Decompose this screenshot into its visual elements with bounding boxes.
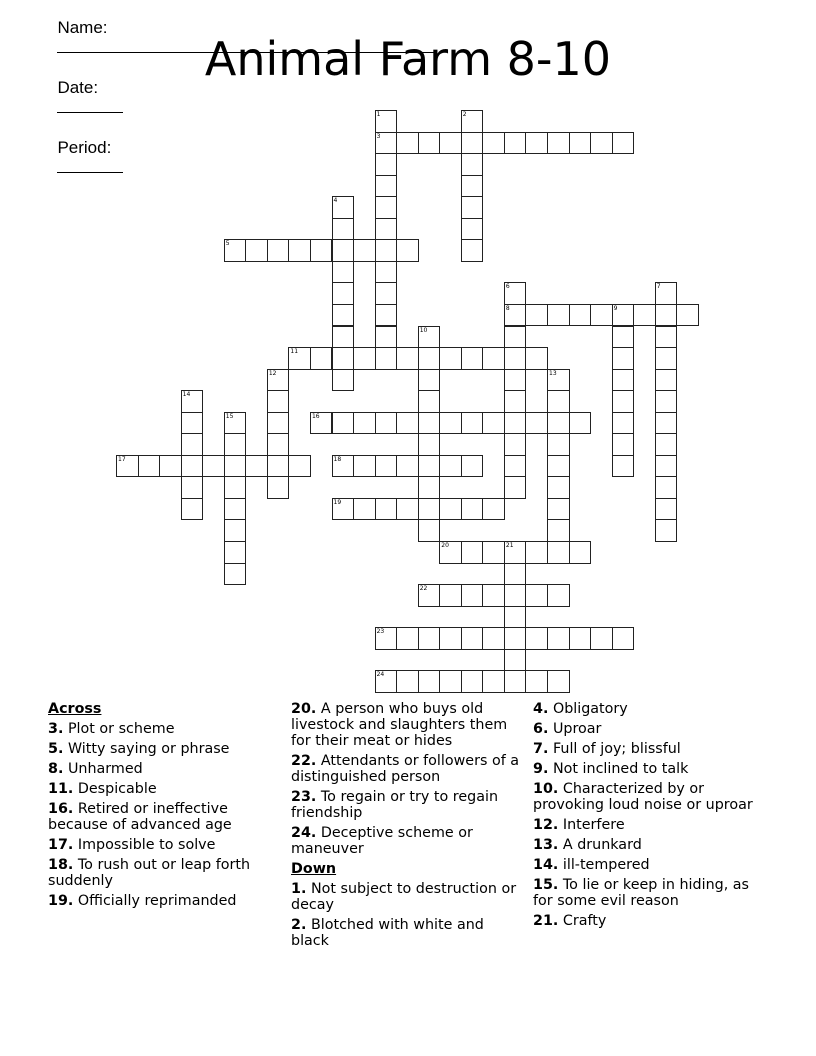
grid-cell[interactable]: [655, 326, 678, 349]
grid-cell[interactable]: [396, 627, 419, 650]
page-title: Animal Farm 8-10: [204, 32, 612, 86]
grid-cell[interactable]: [547, 412, 570, 435]
grid-cell[interactable]: [525, 627, 548, 650]
grid-cell[interactable]: [418, 627, 441, 650]
grid-cell[interactable]: [224, 519, 247, 542]
clue-down-6: 6. Uproar: [533, 721, 602, 737]
grid-cell[interactable]: [418, 412, 441, 435]
grid-cell[interactable]: [482, 627, 505, 650]
down-heading: Down: [291, 861, 337, 877]
grid-cell[interactable]: [461, 498, 484, 521]
grid-cell[interactable]: [504, 326, 527, 349]
grid-cell[interactable]: [655, 369, 678, 392]
grid-cell[interactable]: [612, 390, 635, 413]
clues-column-1: [48, 701, 278, 913]
grid-cell[interactable]: [224, 455, 247, 478]
grid-cell[interactable]: [525, 670, 548, 693]
grid-cell[interactable]: [375, 326, 398, 349]
grid-cell[interactable]: [569, 132, 592, 155]
grid-cell[interactable]: [525, 304, 548, 327]
clue-number: 10: [419, 326, 428, 334]
grid-cell[interactable]: [547, 627, 570, 650]
grid-cell[interactable]: [504, 670, 527, 693]
grid-cell[interactable]: [482, 584, 505, 607]
grid-cell[interactable]: [676, 304, 699, 327]
grid-cell[interactable]: [547, 369, 570, 392]
grid-cell[interactable]: [590, 132, 613, 155]
grid-cell[interactable]: [418, 584, 441, 607]
clue-across-8: 8. Unharmed: [48, 761, 143, 777]
grid-cell[interactable]: [482, 412, 505, 435]
grid-cell[interactable]: [482, 347, 505, 370]
grid-cell[interactable]: [655, 455, 678, 478]
grid-cell[interactable]: [332, 196, 355, 219]
grid-cell[interactable]: [375, 304, 398, 327]
clue-number: 20: [441, 542, 449, 549]
grid-cell[interactable]: [181, 390, 204, 413]
clue-down-7: 7. Full of joy; blissful: [533, 741, 681, 757]
grid-cell[interactable]: [655, 304, 678, 327]
grid-cell[interactable]: [375, 196, 398, 219]
grid-cell[interactable]: [332, 369, 355, 392]
clue-down-15: 15. To lie or keep in hiding, as for some evil reason: [533, 877, 749, 909]
grid-cell[interactable]: [504, 282, 527, 305]
grid-cell[interactable]: [418, 670, 441, 693]
clue-down-2: 2. Blotched with white and black: [291, 917, 484, 949]
grid-cell[interactable]: [504, 627, 527, 650]
grid-cell[interactable]: [504, 369, 527, 392]
grid-cell[interactable]: [181, 433, 204, 456]
clue-number: 21: [505, 542, 514, 549]
grid-cell[interactable]: [525, 541, 548, 564]
grid-cell[interactable]: [612, 326, 635, 349]
grid-cell[interactable]: [396, 132, 419, 155]
grid-cell[interactable]: [353, 347, 376, 370]
clue-across-3: 3. Plot or scheme: [48, 721, 175, 737]
clue-number: 5: [225, 240, 230, 248]
grid-cell[interactable]: [159, 455, 182, 478]
grid-cell[interactable]: [396, 239, 419, 262]
grid-cell[interactable]: [461, 175, 484, 198]
grid-cell[interactable]: [418, 347, 441, 370]
clue-number: 7: [656, 283, 661, 291]
grid-cell[interactable]: [332, 455, 355, 478]
grid-cell[interactable]: [655, 476, 678, 499]
grid-cell[interactable]: [332, 218, 355, 241]
grid-cell[interactable]: [439, 455, 462, 478]
grid-cell[interactable]: [547, 670, 570, 693]
grid-cell[interactable]: [396, 670, 419, 693]
clue-across-11: 11. Despicable: [48, 781, 157, 797]
grid-cell[interactable]: [396, 412, 419, 435]
grid-cell[interactable]: [353, 498, 376, 521]
grid-cell[interactable]: [482, 132, 505, 155]
grid-cell[interactable]: [418, 476, 441, 499]
grid-cell[interactable]: [375, 261, 398, 284]
grid-cell[interactable]: [439, 347, 462, 370]
grid-cell[interactable]: [375, 670, 398, 693]
grid-cell[interactable]: [353, 239, 376, 262]
grid-cell[interactable]: [547, 519, 570, 542]
grid-cell[interactable]: [612, 132, 635, 155]
grid-cell[interactable]: [612, 369, 635, 392]
clue-down-9: 9. Not inclined to talk: [533, 761, 689, 777]
across-heading: Across: [48, 701, 102, 717]
grid-cell[interactable]: [547, 390, 570, 413]
grid-cell[interactable]: [181, 476, 204, 499]
grid-cell[interactable]: [655, 433, 678, 456]
grid-cell[interactable]: [504, 347, 527, 370]
grid-cell[interactable]: [547, 498, 570, 521]
grid-cell[interactable]: [655, 519, 678, 542]
grid-cell[interactable]: [461, 627, 484, 650]
clue-number: 12: [268, 369, 277, 377]
grid-cell[interactable]: [181, 498, 204, 521]
grid-cell[interactable]: [267, 239, 290, 262]
grid-cell[interactable]: [612, 304, 635, 327]
grid-cell[interactable]: [612, 627, 635, 650]
period-label: Period:: [57, 138, 112, 157]
grid-cell[interactable]: [612, 347, 635, 370]
clue-across-22: 22. Attendants or followers of a distinguished person: [291, 753, 520, 785]
grid-cell[interactable]: [525, 584, 548, 607]
grid-cell[interactable]: [245, 239, 268, 262]
grid-cell[interactable]: [310, 239, 333, 262]
grid-cell[interactable]: [482, 498, 505, 521]
grid-cell[interactable]: [547, 455, 570, 478]
clue-number: 11: [290, 348, 299, 356]
grid-cell[interactable]: [418, 498, 441, 521]
grid-cell[interactable]: [504, 455, 527, 478]
grid-cell[interactable]: [224, 412, 247, 435]
clue-across-24: 24. Deceptive scheme or maneuver: [291, 825, 473, 857]
grid-cell[interactable]: [525, 347, 548, 370]
grid-cell[interactable]: [267, 390, 290, 413]
grid-cell[interactable]: [288, 455, 311, 478]
grid-cell[interactable]: [418, 326, 441, 349]
grid-cell[interactable]: [439, 412, 462, 435]
clues-column-3: [533, 701, 773, 933]
grid-cell[interactable]: [547, 476, 570, 499]
grid-cell[interactable]: [569, 304, 592, 327]
grid-cell[interactable]: [332, 282, 355, 305]
grid-cell[interactable]: [224, 498, 247, 521]
grid-cell[interactable]: [504, 304, 527, 327]
grid-cell[interactable]: [288, 239, 311, 262]
grid-cell[interactable]: [525, 132, 548, 155]
grid-cell[interactable]: [590, 627, 613, 650]
grid-cell[interactable]: [267, 476, 290, 499]
clue-number: 8: [505, 304, 510, 312]
grid-cell[interactable]: [396, 455, 419, 478]
grid-cell[interactable]: [202, 455, 225, 478]
grid-cell[interactable]: [612, 433, 635, 456]
clue-number: 17: [118, 455, 126, 463]
grid-cell[interactable]: [375, 239, 398, 262]
clue-number: 6: [505, 283, 510, 291]
grid-cell[interactable]: [655, 412, 678, 435]
grid-cell[interactable]: [396, 347, 419, 370]
grid-cell[interactable]: [332, 412, 355, 435]
clue-down-14: 14. ill-tempered: [533, 857, 650, 873]
grid-cell[interactable]: [375, 153, 398, 176]
grid-cell[interactable]: [267, 433, 290, 456]
grid-cell[interactable]: [461, 110, 484, 133]
grid-cell[interactable]: [310, 412, 333, 435]
grid-cell[interactable]: [655, 282, 678, 305]
grid-cell[interactable]: [224, 563, 247, 586]
clue-number: 16: [311, 412, 320, 420]
grid-cell[interactable]: [504, 412, 527, 435]
grid-cell[interactable]: [547, 304, 570, 327]
clue-across-5: 5. Witty saying or phrase: [48, 741, 230, 757]
clue-across-16: 16. Retired or ineffective because of advanced age: [48, 801, 232, 833]
grid-cell[interactable]: [525, 412, 548, 435]
grid-cell[interactable]: [439, 132, 462, 155]
clue-across-20: 20. A person who buys old livestock and slaughters them for their meat or hides: [291, 701, 508, 749]
grid-cell[interactable]: [504, 584, 527, 607]
grid-cell[interactable]: [375, 498, 398, 521]
grid-cell[interactable]: [224, 541, 247, 564]
grid-cell[interactable]: [439, 541, 462, 564]
grid-cell[interactable]: [267, 455, 290, 478]
grid-cell[interactable]: [569, 412, 592, 435]
grid-cell[interactable]: [504, 541, 527, 564]
clue-number: 15: [225, 412, 234, 420]
grid-cell[interactable]: [461, 153, 484, 176]
grid-cell[interactable]: [418, 433, 441, 456]
grid-cell[interactable]: [332, 498, 355, 521]
grid-cell[interactable]: [375, 347, 398, 370]
grid-cell[interactable]: [461, 132, 484, 155]
clue-down-13: 13. A drunkard: [533, 837, 642, 853]
grid-cell[interactable]: [418, 390, 441, 413]
grid-cell[interactable]: [332, 326, 355, 349]
grid-cell[interactable]: [612, 412, 635, 435]
grid-cell[interactable]: [332, 261, 355, 284]
grid-cell[interactable]: [332, 304, 355, 327]
grid-cell[interactable]: [375, 282, 398, 305]
grid-cell[interactable]: [418, 369, 441, 392]
grid-cell[interactable]: [224, 239, 247, 262]
grid-cell[interactable]: [504, 390, 527, 413]
clues-column-2: [291, 701, 526, 953]
grid-cell[interactable]: [461, 584, 484, 607]
grid-cell[interactable]: [439, 670, 462, 693]
grid-cell[interactable]: [547, 584, 570, 607]
clue-number: 14: [182, 391, 191, 399]
clue-down-10: 10. Characterized by or provoking loud noise or uproar: [533, 781, 753, 813]
grid-cell[interactable]: [590, 304, 613, 327]
clue-number: 4: [333, 197, 338, 205]
grid-cell[interactable]: [181, 455, 204, 478]
grid-cell[interactable]: [224, 476, 247, 499]
grid-cell[interactable]: [418, 455, 441, 478]
grid-cell[interactable]: [612, 455, 635, 478]
clue-across-18: 18. To rush out or leap forth suddenly: [48, 857, 251, 889]
clue-number: 9: [613, 304, 618, 312]
grid-cell[interactable]: [418, 519, 441, 542]
grid-cell[interactable]: [547, 433, 570, 456]
grid-cell[interactable]: [375, 175, 398, 198]
clue-down-12: 12. Interfere: [533, 817, 625, 833]
grid-cell[interactable]: [353, 455, 376, 478]
grid-cell[interactable]: [461, 239, 484, 262]
grid-cell[interactable]: [461, 196, 484, 219]
clue-down-1: 1. Not subject to destruction or decay: [291, 881, 517, 913]
grid-cell[interactable]: [461, 412, 484, 435]
grid-cell[interactable]: [267, 412, 290, 435]
grid-cell[interactable]: [482, 541, 505, 564]
clue-number: 24: [376, 671, 385, 679]
grid-cell[interactable]: [332, 347, 355, 370]
grid-cell[interactable]: [655, 498, 678, 521]
clue-across-17: 17. Impossible to solve: [48, 837, 216, 853]
grid-cell[interactable]: [569, 627, 592, 650]
grid-cell[interactable]: [633, 304, 656, 327]
grid-cell[interactable]: [138, 455, 161, 478]
grid-cell[interactable]: [375, 455, 398, 478]
grid-cell[interactable]: [504, 563, 527, 586]
date-label: Date:: [57, 78, 99, 97]
grid-cell[interactable]: [116, 455, 139, 478]
grid-cell[interactable]: [224, 433, 247, 456]
clue-down-21: 21. Crafty: [533, 913, 607, 929]
grid-cell[interactable]: [504, 132, 527, 155]
grid-cell[interactable]: [482, 670, 505, 693]
grid-cell[interactable]: [547, 541, 570, 564]
grid-cell[interactable]: [375, 110, 398, 133]
grid-cell[interactable]: [461, 541, 484, 564]
grid-cell[interactable]: [547, 132, 570, 155]
grid-cell[interactable]: [375, 627, 398, 650]
grid-cell[interactable]: [267, 369, 290, 392]
grid-cell[interactable]: [461, 455, 484, 478]
clue-number: 3: [376, 132, 381, 140]
clue-across-23: 23. To regain or try to regain friendship: [291, 789, 499, 821]
grid-cell[interactable]: [332, 239, 355, 262]
grid-cell[interactable]: [181, 412, 204, 435]
grid-cell[interactable]: [461, 218, 484, 241]
grid-cell[interactable]: [375, 412, 398, 435]
clue-number: 22: [419, 585, 428, 593]
grid-cell[interactable]: [396, 498, 419, 521]
grid-cell[interactable]: [375, 132, 398, 155]
grid-cell[interactable]: [439, 584, 462, 607]
grid-cell[interactable]: [504, 649, 527, 672]
clue-number: 23: [376, 628, 385, 636]
grid-cell[interactable]: [353, 412, 376, 435]
grid-cell[interactable]: [504, 433, 527, 456]
grid-cell[interactable]: [245, 455, 268, 478]
grid-cell[interactable]: [461, 347, 484, 370]
grid-cell[interactable]: [439, 498, 462, 521]
clue-number: 1: [376, 111, 381, 118]
clue-number: 2: [462, 111, 467, 118]
grid-cell[interactable]: [418, 132, 441, 155]
clue-number: 13: [549, 369, 557, 377]
grid-cell[interactable]: [569, 541, 592, 564]
clue-down-4: 4. Obligatory: [533, 701, 628, 717]
grid-cell[interactable]: [375, 218, 398, 241]
name-label: Name:: [57, 18, 108, 37]
grid-cell[interactable]: [310, 347, 333, 370]
clue-number: 18: [333, 455, 342, 463]
clue-across-19: 19. Officially reprimanded: [48, 893, 237, 909]
grid-cell[interactable]: [288, 347, 311, 370]
clue-number: 19: [333, 498, 342, 506]
grid-cell[interactable]: [504, 606, 527, 629]
grid-cell[interactable]: [655, 390, 678, 413]
grid-cell[interactable]: [439, 627, 462, 650]
grid-cell[interactable]: [504, 476, 527, 499]
grid-cell[interactable]: [461, 670, 484, 693]
grid-cell[interactable]: [655, 347, 678, 370]
